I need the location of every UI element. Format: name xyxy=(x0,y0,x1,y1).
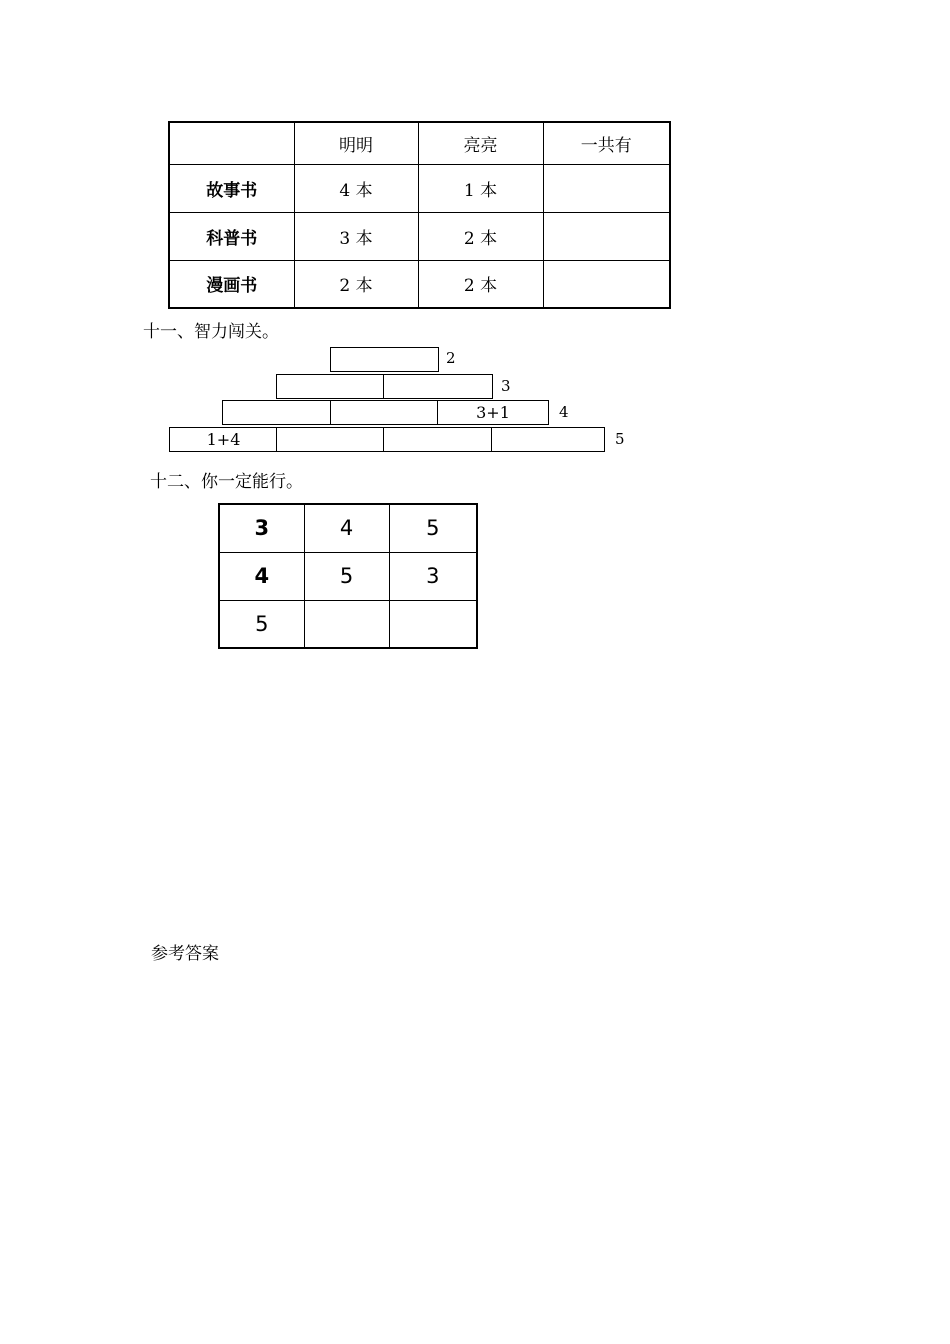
table-row xyxy=(169,165,670,213)
table-row xyxy=(169,212,670,260)
cell-total-blank[interactable] xyxy=(543,260,670,308)
cell-mingming: 3 本 xyxy=(294,212,418,260)
pyramid-brick: 3+1 xyxy=(437,400,549,425)
number-grid xyxy=(218,503,478,649)
pyramid-brick[interactable] xyxy=(383,374,493,399)
cell-liangliang: 2 本 xyxy=(418,212,543,260)
cell-total-blank[interactable] xyxy=(543,212,670,260)
pyramid-brick[interactable] xyxy=(276,374,385,399)
pyramid-brick[interactable] xyxy=(330,347,439,372)
pyramid-brick[interactable] xyxy=(330,400,439,425)
grid-cell-blank[interactable] xyxy=(389,600,477,648)
table-header-row xyxy=(169,122,670,165)
row-label: 故事书 xyxy=(169,165,294,213)
grid-cell: 3 xyxy=(389,552,477,600)
grid-cell: 5 xyxy=(304,552,389,600)
pyramid-brick: 1+4 xyxy=(169,427,278,452)
section-11-heading: 十一、智力闯关。 xyxy=(143,322,279,342)
grid-cell-blank[interactable] xyxy=(304,600,389,648)
header-cell-liangliang: 亮亮 xyxy=(418,122,543,165)
grid-row xyxy=(219,600,477,648)
grid-cell: 4 xyxy=(219,552,304,600)
section-12-heading: 十二、你一定能行。 xyxy=(150,472,303,492)
row-label: 科普书 xyxy=(169,212,294,260)
pyramid-brick[interactable] xyxy=(383,427,493,452)
cell-mingming: 2 本 xyxy=(294,260,418,308)
header-cell-mingming: 明明 xyxy=(294,122,418,165)
grid-cell: 3 xyxy=(219,504,304,552)
header-cell-total: 一共有 xyxy=(543,122,670,165)
grid-cell: 5 xyxy=(389,504,477,552)
cell-liangliang: 2 本 xyxy=(418,260,543,308)
grid-cell: 4 xyxy=(304,504,389,552)
book-count-table xyxy=(168,121,671,309)
grid-row xyxy=(219,552,477,600)
answer-heading: 参考答案 xyxy=(151,944,219,964)
pyramid-brick[interactable] xyxy=(491,427,605,452)
grid-cell: 5 xyxy=(219,600,304,648)
cell-liangliang: 1 本 xyxy=(418,165,543,213)
header-cell-empty xyxy=(169,122,294,165)
cell-total-blank[interactable] xyxy=(543,165,670,213)
pyramid-brick[interactable] xyxy=(276,427,385,452)
grid-row xyxy=(219,504,477,552)
pyramid-row-sum: 3 xyxy=(501,377,511,395)
pyramid-row-sum: 5 xyxy=(615,430,625,448)
table-row xyxy=(169,260,670,308)
pyramid-row-sum: 4 xyxy=(559,403,569,421)
row-label: 漫画书 xyxy=(169,260,294,308)
cell-mingming: 4 本 xyxy=(294,165,418,213)
pyramid-row-sum: 2 xyxy=(446,349,456,367)
pyramid-brick[interactable] xyxy=(222,400,332,425)
